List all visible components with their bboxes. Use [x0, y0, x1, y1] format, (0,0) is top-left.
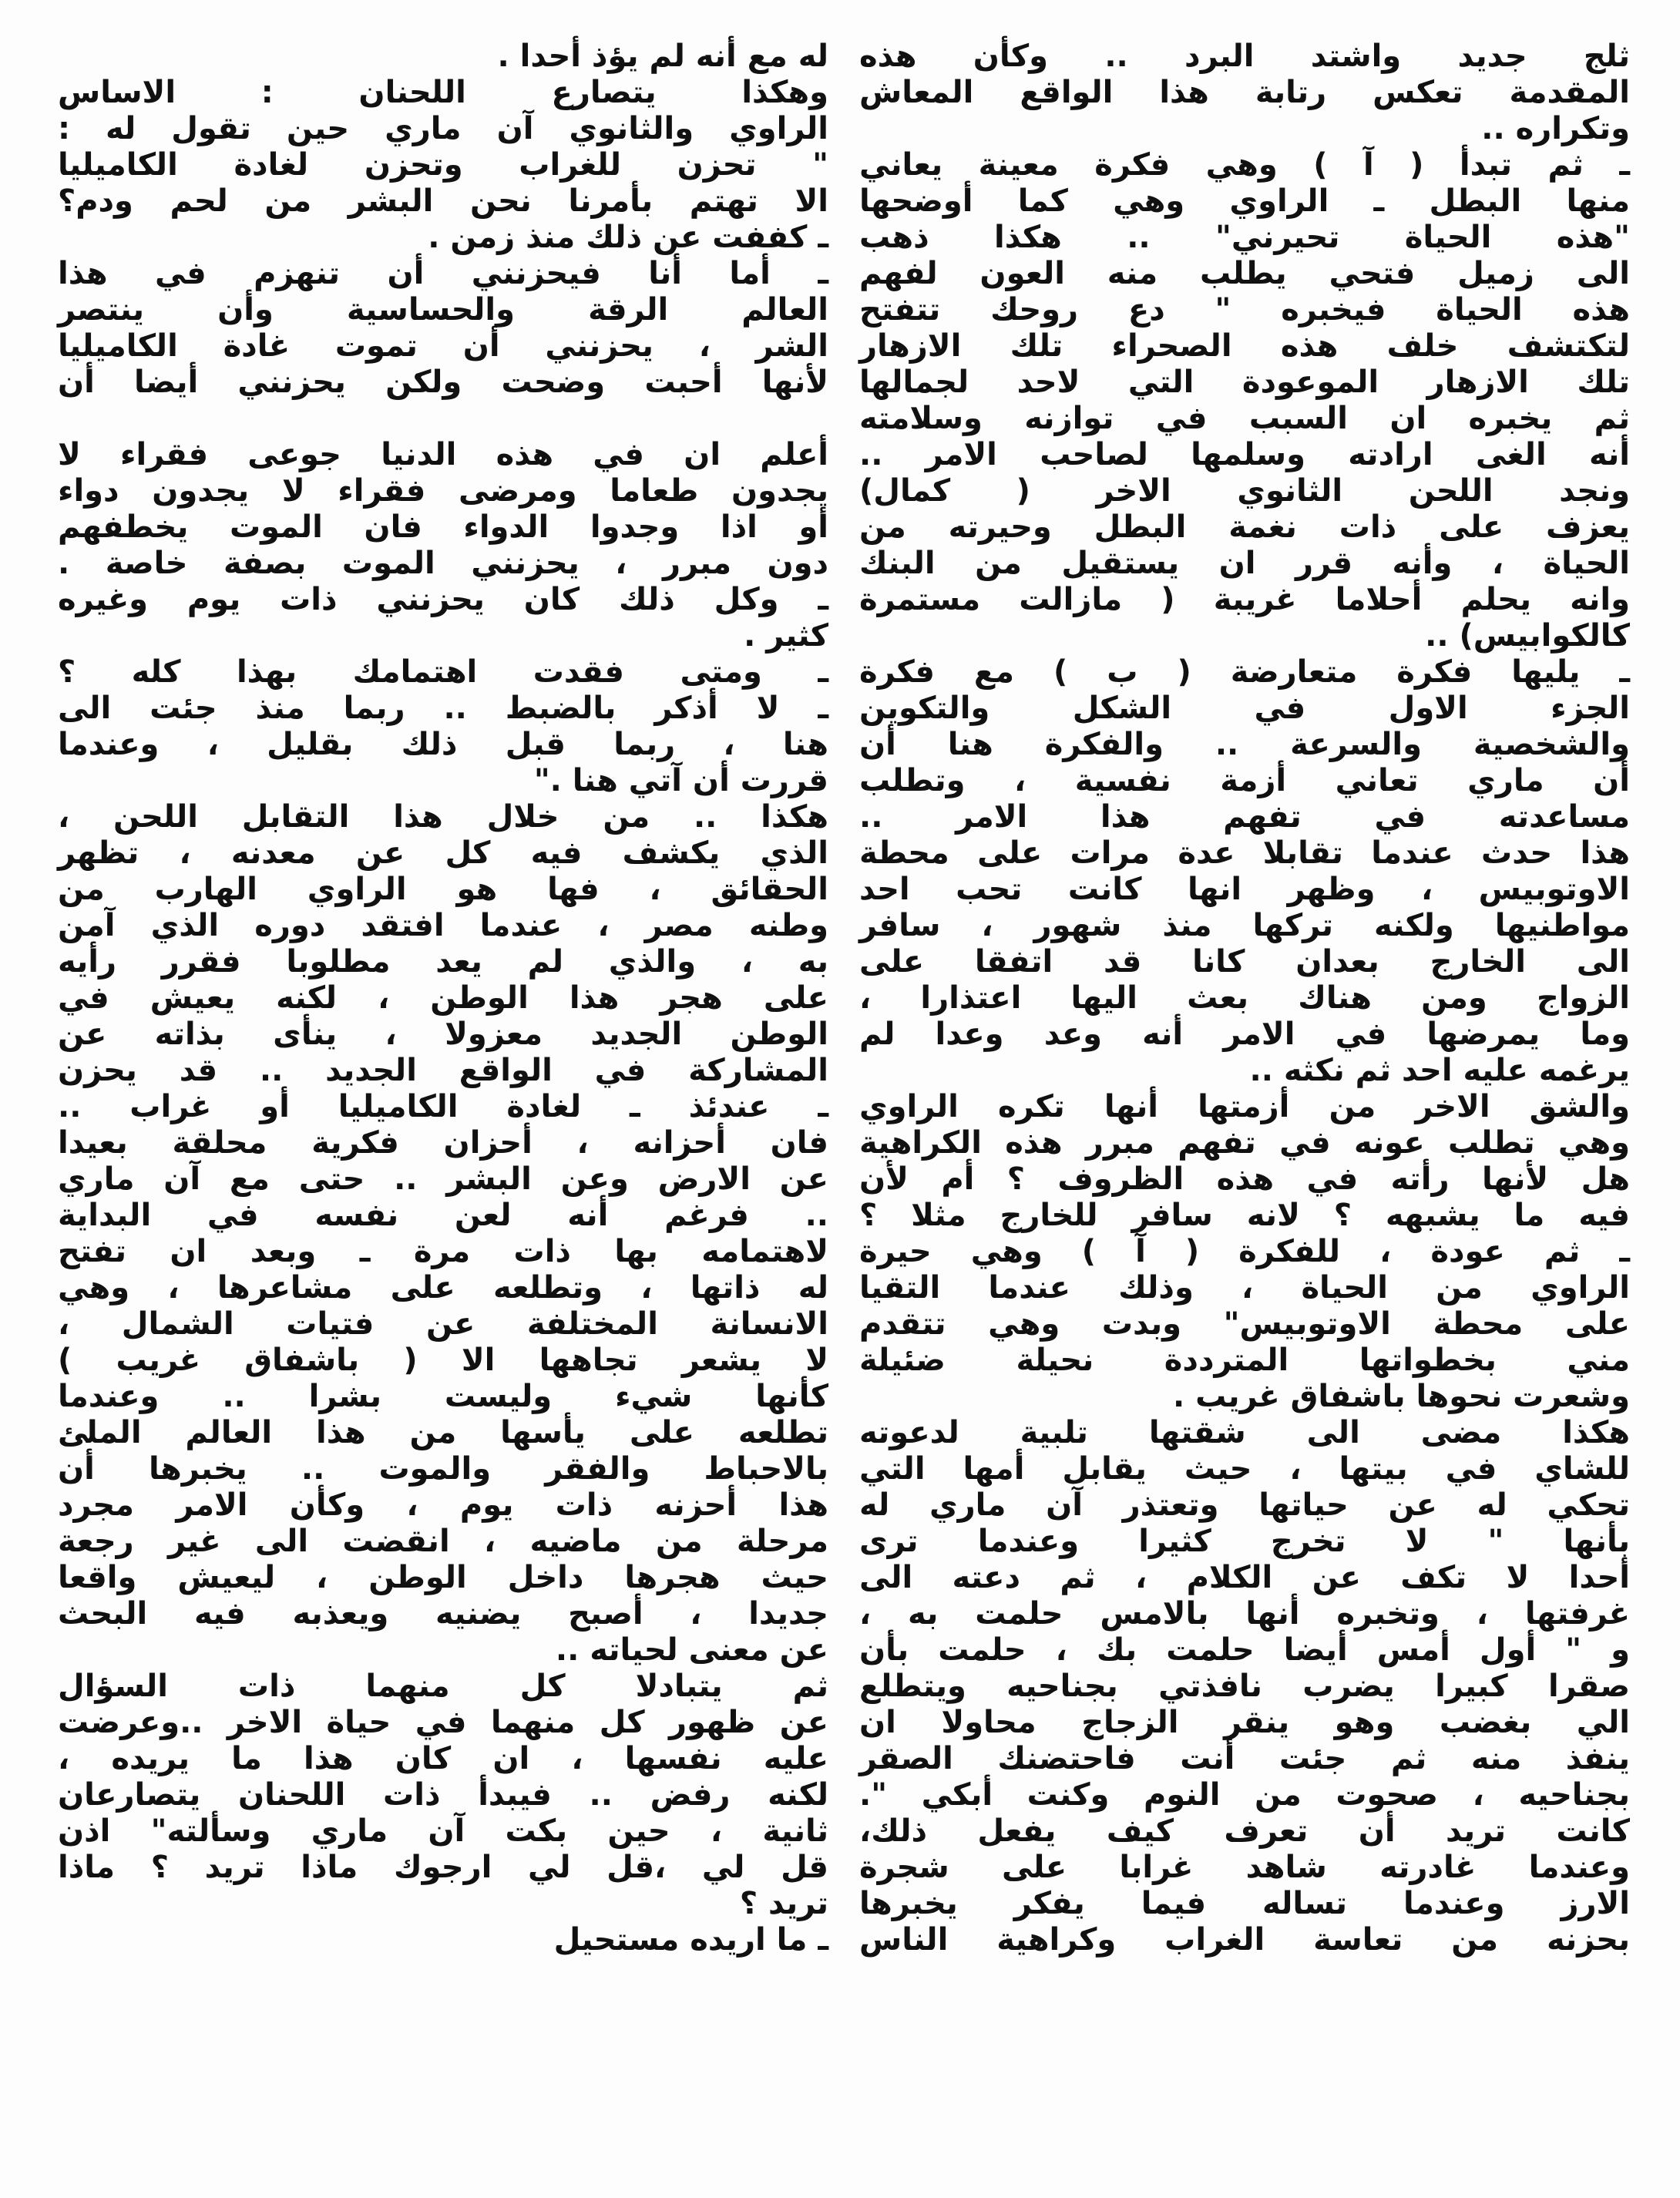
text-line: على محطة الاوتوبيس" وبدت وهي تتقدم: [859, 1306, 1630, 1342]
text-line: والشخصية والسرعة .. والفكرة هنا أن: [859, 727, 1630, 762]
text-line: وشعرت نحوها باشفاق غريب .: [1173, 1379, 1630, 1414]
text-line: ـ ثم تبدأ ( آ ) وهي فكرة معينة يعاني: [859, 147, 1630, 183]
text-line: على هجر هذا الوطن ، لكنه يعيش في: [58, 980, 828, 1016]
text-line: غرفتها ، وتخبره أنها بالامس حلمت به ،: [859, 1596, 1630, 1632]
text-line: لا يشعر تجاهها الا ( باشفاق غريب ): [58, 1343, 828, 1378]
text-line: فان أحزانه ، أحزان فكرية محلقة بعيدا: [58, 1125, 828, 1161]
text-line: قررت أن آتي هنا .": [533, 763, 828, 798]
text-line: هكذا مضى الى شقتها تلبية لدعوته: [859, 1415, 1630, 1450]
text-line: الى زميل فتحي يطلب منه العون لفهم: [859, 256, 1630, 291]
text-line: تريد ؟: [739, 1886, 828, 1921]
text-line: .. فرغم أنه لعن نفسه في البداية: [58, 1198, 828, 1233]
text-line: [58, 401, 828, 437]
text-line: وهكذا يتصارع اللحنان : الاساس: [58, 75, 828, 110]
text-line: " تحزن للغراب وتحزن لغادة الكاميليا: [58, 147, 828, 183]
text-line: ـ كففت عن ذلك منذ زمن .: [428, 220, 828, 255]
text-line: وتكراره ..: [1481, 111, 1630, 146]
text-line: لتكتشف خلف هذه الصحراء تلك الازهار: [859, 328, 1630, 364]
text-line: ـ وكل ذلك كان يحزنني ذات يوم وغيره: [58, 582, 828, 617]
text-line: عن معنى لحياته ..: [555, 1632, 828, 1668]
text-line: المشاركة في الواقع الجديد .. قد يحزن: [58, 1053, 828, 1088]
text-line: وعندما غادرته شاهد غرابا على شجرة: [859, 1850, 1630, 1885]
text-line: له مع أنه لم يؤذ أحدا .: [497, 39, 828, 74]
text-line: الزواج ومن هناك بعث اليها اعتذارا ،: [859, 980, 1630, 1016]
text-line: الي بغضب وهو ينقر الزجاج محاولا ان: [859, 1705, 1630, 1740]
text-line: ـ يليها فكرة متعارضة ( ب ) مع فكرة: [859, 654, 1630, 690]
text-line: ينفذ منه ثم جئت أنت فاحتضنك الصقر: [859, 1741, 1630, 1776]
text-line: ـ ومتى فقدت اهتمامك بهذا كله ؟: [58, 654, 828, 690]
text-line: كثير .: [744, 618, 828, 654]
text-line: قل لي ،قل لي ارجوك ماذا تريد ؟ ماذا: [58, 1850, 828, 1885]
text-line: فيه ما يشبهه ؟ لانه سافر للخارج مثلا ؟: [859, 1198, 1630, 1233]
text-line: ـ أما أنا فيحزنني أن تنهزم في هذا: [58, 256, 828, 291]
text-line: والشق الاخر من أزمتها أنها تكره الراوي: [859, 1089, 1630, 1124]
text-line: ونجد اللحن الثانوي الاخر ( كمال): [859, 473, 1630, 509]
text-line: عليه نفسها ، ان كان هذا ما يريده ،: [58, 1741, 828, 1776]
text-line: الى الخارج بعدان كانا قد اتفقا على: [859, 944, 1630, 980]
text-line: "هذه الحياة تحيرني" .. هكذا ذهب: [859, 220, 1630, 255]
text-line: أحدا لا تكف عن الكلام ، ثم دعته الى: [859, 1560, 1630, 1595]
text-line: الحياة ، وأنه قرر ان يستقيل من البنك: [859, 546, 1630, 581]
text-line: أو اذا وجدوا الدواء فان الموت يخطفهم: [58, 509, 828, 545]
text-line: هذا حدث عندما تقابلا عدة مرات على محطة: [859, 835, 1630, 871]
text-line: صقرا كبيرا يضرب نافذتي بجناحيه ويتطلع: [859, 1669, 1630, 1704]
text-line: أنه الغى ارادته وسلمها لصاحب الامر ..: [859, 437, 1630, 472]
text-line: الشر ، يحزنني أن تموت غادة الكاميليا: [58, 328, 828, 364]
text-line: وانه يحلم أحلاما غريبة ( مازالت مستمرة: [859, 582, 1630, 617]
text-line: تحكي له عن حياتها وتعتذر آن ماري له: [859, 1487, 1630, 1523]
text-line: جديدا ، أصبح يضنيه ويعذبه فيه البحث: [58, 1596, 828, 1632]
text-line: لاهتمامه بها ذات مرة ـ وبعد ان تفتح: [58, 1234, 828, 1269]
text-line: مني بخطواتها المترددة نحيلة ضئيلة: [859, 1343, 1630, 1378]
text-line: هذا أحزنه ذات يوم ، وكأن الامر مجرد: [58, 1487, 828, 1523]
left-column: [58, 39, 828, 1958]
text-line: وما يمرضها في الامر أنه وعد وعدا لم: [859, 1017, 1630, 1052]
text-line: لكنه رفض .. فيبدأ ذات اللحنان يتصارعان: [58, 1777, 828, 1813]
text-line: كانت تريد أن تعرف كيف يفعل ذلك،: [859, 1813, 1630, 1849]
text-line: يرغمه عليه احد ثم نكثه ..: [1249, 1053, 1630, 1088]
text-line: حيث هجرها داخل الوطن ، ليعيش واقعا: [58, 1560, 828, 1595]
text-line: أعلم ان في هذه الدنيا جوعى فقراء لا: [58, 437, 828, 472]
text-line: هكذا .. من خلال هذا التقابل اللحن ،: [58, 799, 828, 835]
text-line: ـ لا أذكر بالضبط .. ربما منذ جئت الى: [58, 691, 828, 726]
text-line: به ، والذي لم يعد مطلوبا فقرر رأيه: [58, 944, 828, 980]
text-line: عن ظهور كل منهما في حياة الاخر ..وعرضت: [58, 1705, 828, 1740]
text-line: تلك الازهار الموعودة التي لاحد لجمالها: [859, 365, 1630, 400]
text-line: الاوتوبيس ، وظهر انها كانت تحب احد: [859, 872, 1630, 907]
text-line: أن ماري تعاني أزمة نفسية ، وتطلب: [859, 763, 1630, 798]
text-line: ـ ما اريده مستحيل: [553, 1922, 828, 1958]
text-line: و " أول أمس أيضا حلمت بك ، حلمت بأن: [859, 1632, 1630, 1668]
text-line: تطلعه على يأسها من هذا العالم الملئ: [58, 1415, 828, 1450]
text-line: للشاي في بيتها ، حيث يقابل أمها التي: [859, 1451, 1630, 1487]
text-line: دون مبرر ، يحزنني الموت بصفة خاصة .: [58, 546, 828, 581]
text-line: بحزنه من تعاسة الغراب وكراهية الناس: [859, 1922, 1630, 1958]
text-line: الجزء الاول في الشكل والتكوين: [859, 691, 1630, 726]
text-line: عن الارض وعن البشر .. حتى مع آن ماري: [58, 1161, 828, 1197]
text-line: الانسانة المختلفة عن فتيات الشمال ،: [58, 1306, 828, 1342]
text-line: ثانية ، حين بكت آن ماري وسألته" اذن: [58, 1813, 828, 1849]
text-line: المقدمة تعكس رتابة هذا الواقع المعاش: [859, 75, 1630, 110]
text-line: مواطنيها ولكنه تركها منذ شهور ، سافر: [859, 908, 1630, 943]
text-line: ـ ثم عودة ، للفكرة ( آ ) وهي حيرة: [859, 1234, 1630, 1269]
text-line: الراوي والثانوي آن ماري حين تقول له :: [58, 111, 828, 146]
text-line: ـ عندئذ ـ لغادة الكاميليا أو غراب ..: [58, 1089, 828, 1124]
text-line: وطنه مصر ، عندما افتقد دوره الذي آمن: [58, 908, 828, 943]
text-line: الوطن الجديد معزولا ، ينأى بذاته عن: [58, 1017, 828, 1052]
text-line: بجناحيه ، صحوت من النوم وكنت أبكي ".: [859, 1777, 1630, 1813]
text-line: بأنها " لا تخرج كثيرا وعندما ترى: [859, 1524, 1630, 1559]
text-line: ثم يخبره ان السبب في توازنه وسلامته: [859, 401, 1630, 436]
text-line: له ذاتها ، وتطلعه على مشاعرها ، وهي: [58, 1270, 828, 1306]
text-line: وهي تطلب عونه في تفهم مبرر هذه الكراهية: [859, 1125, 1630, 1161]
text-line: كأنها شيء وليست بشرا .. وعندما: [58, 1379, 828, 1414]
right-column: [859, 39, 1630, 1958]
text-line: بالاحباط والفقر والموت .. يخبرها أن: [58, 1451, 828, 1487]
text-line: هنا ، ربما قبل ذلك بقليل ، وعندما: [58, 727, 828, 762]
text-line: هل لأنها رأته في هذه الظروف ؟ أم لأن: [859, 1161, 1630, 1197]
text-line: ثلج جديد واشتد البرد .. وكأن هذه: [859, 39, 1630, 74]
text-line: الارز وعندما تساله فيما يفكر يخبرها: [859, 1886, 1630, 1921]
text-line: لأنها أحبت وضحت ولكن يحزنني أيضا أن: [58, 365, 828, 400]
text-line: ثم يتبادلا كل منهما ذات السؤال: [58, 1669, 828, 1704]
text-line: كالكوابيس) ..: [1425, 618, 1630, 654]
text-line: مساعدته في تفهم هذا الامر ..: [859, 799, 1630, 835]
text-line: الحقائق ، فها هو الراوي الهارب من: [58, 872, 828, 907]
text-line: الا تهتم بأمرنا نحن البشر من لحم ودم؟: [58, 183, 828, 219]
text-line: العالم الرقة والحساسية وأن ينتصر: [58, 292, 828, 328]
text-line: الراوي من الحياة ، وذلك عندما التقيا: [859, 1270, 1630, 1306]
text-line: يعزف على ذات نغمة البطل وحيرته من: [859, 509, 1630, 545]
text-line: الذي يكشف فيه كل عن معدنه ، تظهر: [58, 835, 828, 871]
text-line: يجدون طعاما ومرضى فقراء لا يجدون دواء: [58, 473, 828, 509]
text-line: مرحلة من ماضيه ، انقضت الى غير رجعة: [58, 1524, 828, 1559]
text-line: هذه الحياة فيخبره " دع روحك تتفتح: [859, 292, 1630, 328]
text-line: منها البطل ـ الراوي وهي كما أوضحها: [859, 183, 1630, 219]
